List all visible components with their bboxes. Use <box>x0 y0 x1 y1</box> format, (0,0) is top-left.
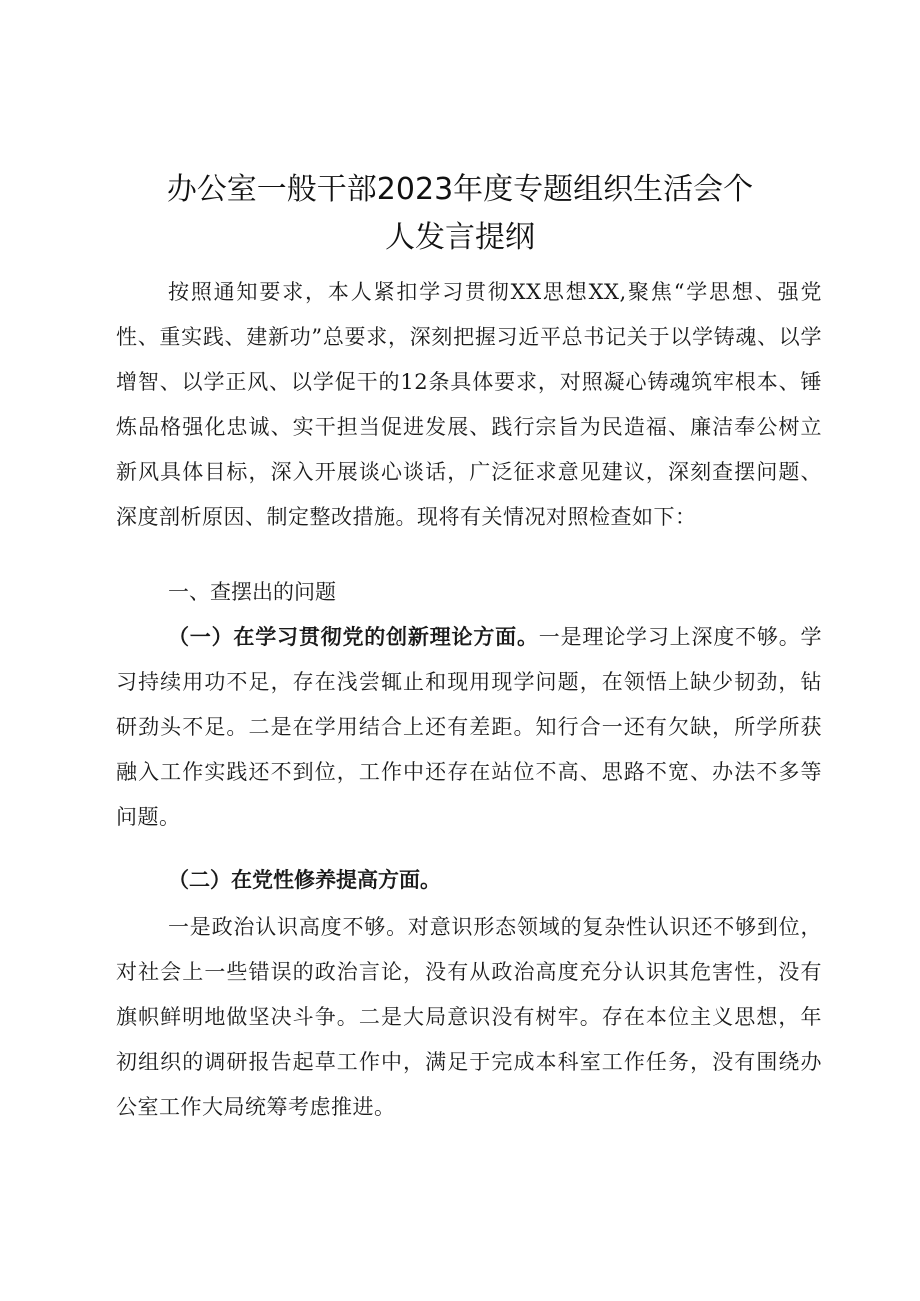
subsection-1-heading: （一）在学习贯彻党的创新理论方面。 <box>168 624 539 649</box>
subsection-2-heading: （二）在党性修养提高方面。 <box>168 867 441 892</box>
subsection-1-text: 一是理论学习上深度不够。学习持续用功不足，存在浅尝辄止和现用现学问题，在领悟上缺少韧劲，钻研劲头不足。二是在学用结合上还有差距。知行合一还有欠缺，所学所获融入工作实践还不到位，工作中还存在站位不高、思路不宽、办法不多等问题。 <box>116 625 823 829</box>
subsection-1-paragraph <box>116 614 822 840</box>
document-title-line-2: 人发言提纲 <box>385 220 535 255</box>
document-title-line-1: 办公室一般干部2023年度专题组织生活会个 <box>166 172 754 207</box>
subsection-2-paragraph: 一是政治认识高度不够。对意识形态领域的复杂性认识还不够到位，对社会上一些错误的政治言论，没有从政治高度充分认识其危害性，没有旗帜鲜明地做坚决斗争。二是大局意识没有树牢。存在本位主义思想，年初组织的调研报告起草工作中，满足于完成本科室工作任务，没有围绕办公室工作大局统筹考虑推进。 <box>116 915 822 1119</box>
section-heading-problems: 一、查摆出的问题 <box>168 580 336 604</box>
intro-paragraph: 按照通知要求，本人紧扣学习贯彻XX思想XX,聚焦“学思想、强党性、重实践、建新功”总要求，深刻把握习近平总书记关于以学铸魂、以学增智、以学正风、以学促干的12条具体要求，对照凝心铸魂筑牢根本、锤炼品格强化忠诚、实干担当促进发展、践行宗旨为民造福、廉洁奉公树立新风具体目标，深入开展谈心谈话，广泛征求意见建议，深刻查摆问题、深度剖析原因、制定整改措施。现将有关情况对照检查如下： <box>116 280 822 529</box>
